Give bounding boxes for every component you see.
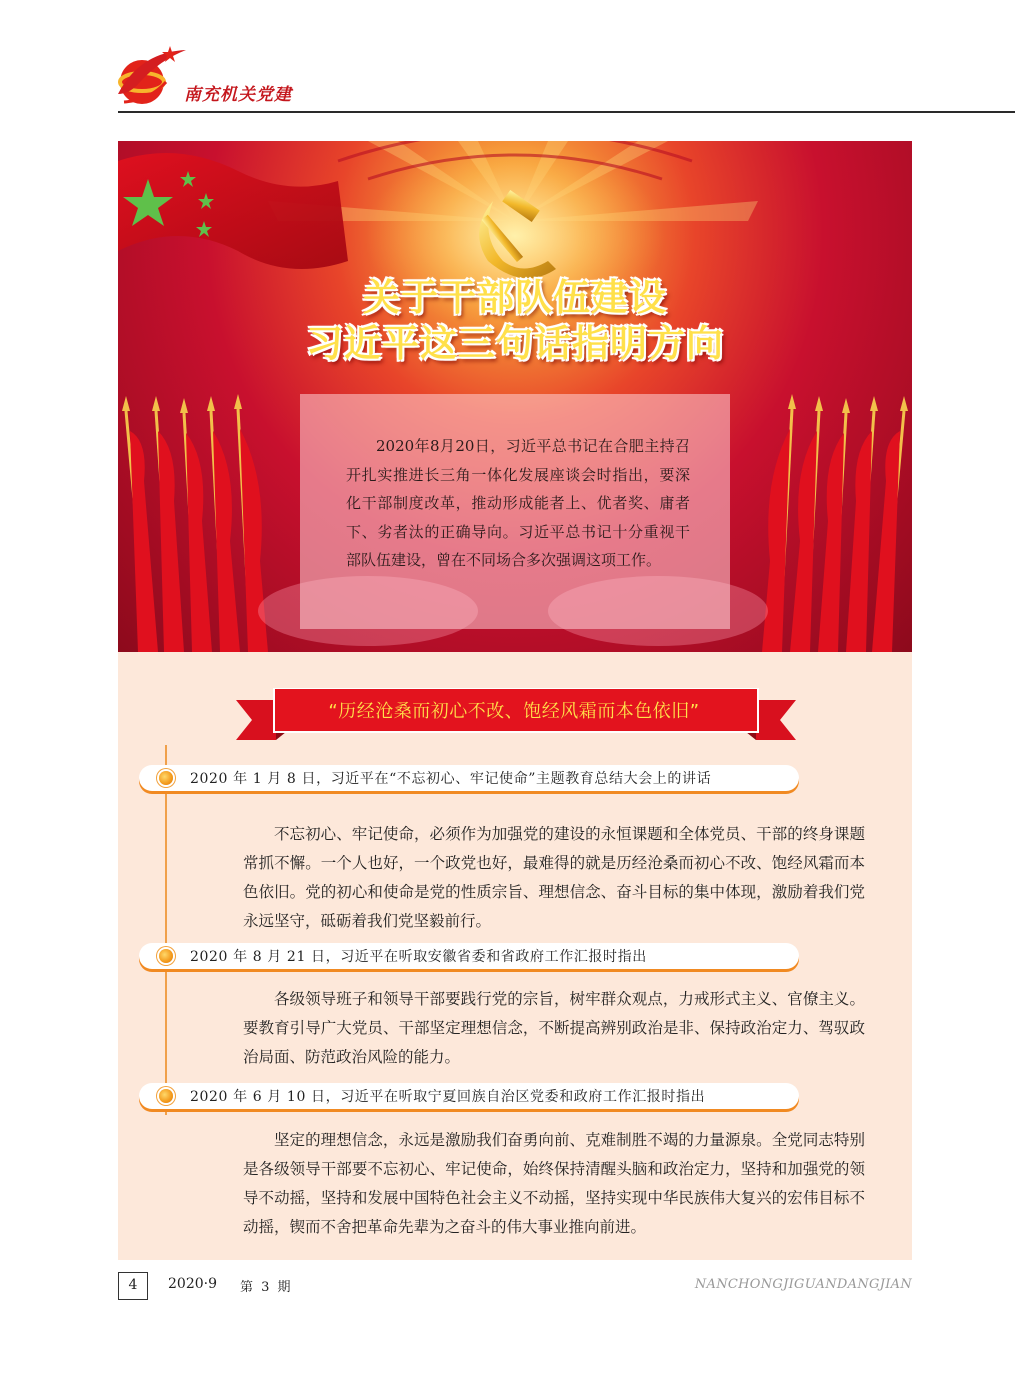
publication-name-en: NANCHONGJIGUANDANGJIAN xyxy=(694,1277,912,1292)
section-body: 坚定的理想信念，永远是激励我们奋勇向前、克难制胜不竭的力量源泉。全党同志特别是各级领导干部要不忘初心、牢记使命，始终保持清醒头脑和政治定力，坚持和加强党的领导不动摇，坚持和发展中国特色社会主义不动摇，坚持实现中华民族伟大复兴的宏伟目标不动摇，锲而不舍把革命先辈为之奋斗的伟大事业推向前进。 xyxy=(243,1131,865,1236)
header-divider xyxy=(118,111,1015,113)
bullet-dot-icon xyxy=(159,1089,173,1103)
section-heading-bar xyxy=(139,765,799,791)
banner-title-line1: 关于干部队伍建设 xyxy=(363,276,667,319)
bullet-dot-icon xyxy=(159,771,173,785)
page-number: 4 xyxy=(118,1272,148,1300)
publication-logo xyxy=(110,42,190,112)
section-heading: 2020 年 1 月 8 日，习近平在“不忘初心、牢记使命”主题教育总结大会上的讲话 xyxy=(190,771,712,787)
section-heading: 2020 年 8 月 21 日，习近平在听取安徽省委和省政府工作汇报时指出 xyxy=(190,949,647,965)
publication-title: 南充机关党建 xyxy=(184,85,292,105)
issue-date: 2020·9 xyxy=(168,1276,217,1292)
intro-text: 2020年8月20日，习近平总书记在合肥主持召开扎实推进长三角一体化发展座谈会时指出，要深化干部制度改革，推动形成能者上、优者奖、庸者下、劣者汰的正确导向。习近平总书记十分重视干部队伍建设，曾在不同场合多次强调这项工作。 xyxy=(346,437,690,569)
timeline-line xyxy=(165,745,167,1115)
bullet-dot-icon xyxy=(159,949,173,963)
section-body: 不忘初心、牢记使命，必须作为加强党的建设的永恒课题和全体党员、干部的终身课题常抓不懈。一个人也好，一个政党也好，最难得的就是历经沧桑而初心不改、饱经风霜而本色依旧。党的初心和使命是党的性质宗旨、理想信念、奋斗目标的集中体现，激励着我们党永远坚守，砥砺着我们党坚毅前行。 xyxy=(243,825,865,930)
intro-box xyxy=(300,394,730,629)
section-body: 各级领导班子和领导干部要践行党的宗旨，树牢群众观点，力戒形式主义、官僚主义。要教育引导广大党员、干部坚定理想信念，不断提高辨别政治是非、保持政治定力、驾驭政治局面、防范政治风险的能力。 xyxy=(243,990,865,1066)
section-heading-bar xyxy=(139,943,799,969)
hero-banner xyxy=(118,141,912,652)
quote-ribbon-text: “历经沧桑而初心不改、饱经风霜而本色依旧” xyxy=(328,701,700,722)
issue-number: 第 3 期 xyxy=(240,1280,293,1295)
banner-title-line2: 习近平这三句话指明方向 xyxy=(306,322,724,365)
section-heading-bar xyxy=(139,1083,799,1109)
section-heading: 2020 年 6 月 10 日，习近平在听取宁夏回族自治区党委和政府工作汇报时指出 xyxy=(190,1089,706,1105)
